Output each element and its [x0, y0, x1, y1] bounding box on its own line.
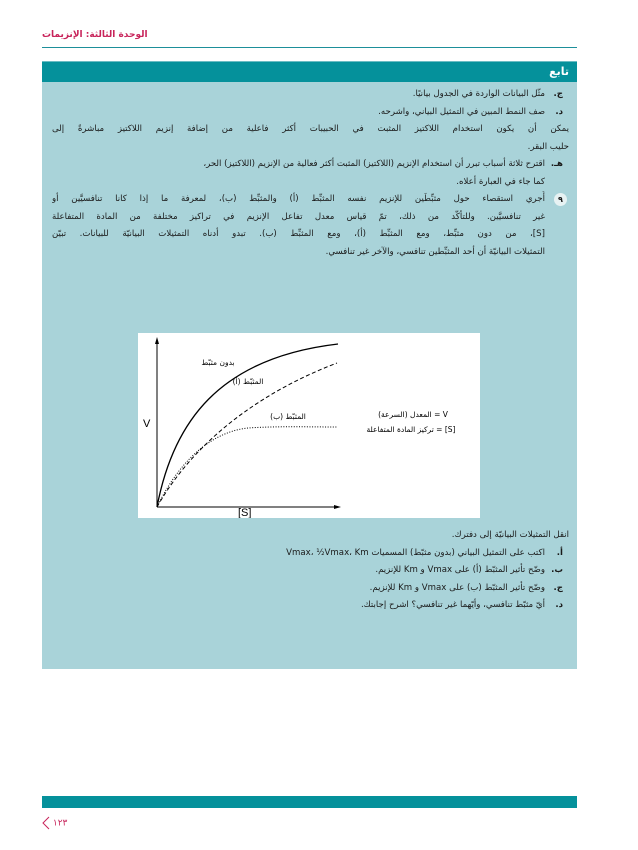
item-text: أيّ مثبّط تنافسي، وأيّهما غير تنافسي؟ اشرح إجابتك. [360, 600, 545, 610]
item-marker: أ. [556, 547, 563, 558]
item-marker: ج. [553, 89, 563, 99]
unit-title-text: الوحدة الثالثة: الإنزيمات [42, 30, 148, 40]
curve-no-inhibitor [157, 344, 338, 507]
graph-svg [138, 333, 480, 518]
statement-line-1: يمكن أن يكون استخدام اللاكتيز المثبت في الحبيبات أكثر فاعلية من إضافة إنزيم اللاكتيز مباشرةً إلى [52, 124, 569, 134]
curve-inhibitor-b [157, 427, 337, 507]
item-marker: هـ. [550, 159, 563, 169]
y-axis-label: V [143, 418, 151, 430]
page-number-text: ١٢٣ [52, 818, 68, 829]
subquestion-d [52, 597, 569, 615]
legend-s: [S] = تركيز المادة المتفاعلة [366, 425, 456, 434]
y-axis-arrow-icon [155, 337, 159, 344]
q9-line-1: أُجري استقصاء حول مثبِّطَين للإنزيم نفسه المثبِّط (أ) والمثبِّط (ب)، لمعرفة ما إذا كانا تنافسيَّين أو [52, 194, 545, 204]
item-d [52, 104, 569, 122]
subquestion-c [52, 580, 569, 598]
chevron-left-icon [42, 816, 50, 830]
item-text: وضّح تأثير المثبّط (أ) على Vmax و Km للإنزيم. [375, 565, 545, 575]
instructions-after-figure [42, 527, 577, 615]
label-inhibitor-b: المثبّط (ب) [270, 412, 306, 421]
item-text: اقترح ثلاثة أسباب تبرر أن استخدام الإنزيم (اللاكتيز) المثبت أكثر فعالية من الإنزيم (اللاكتيز) الحر، [203, 159, 545, 169]
item-h-line-2: كما جاء في العبارة أعلاه. [456, 176, 545, 187]
legend-v: V = المعدل (السرعة) [378, 410, 448, 419]
panel-content [42, 82, 577, 261]
label-inhibitor-a: المثبّط (أ) [232, 377, 264, 386]
question-9 [52, 191, 569, 261]
unit-title [42, 30, 577, 40]
q9-line-3: [S]، من دون مثبِّط، ومع المثبِّط (أ)، ومع المثبِّط (ب). تبدو أدناه التمثيلات البيانيّة للبيانات. تبيّن [52, 229, 545, 239]
enzyme-inhibition-graph [138, 333, 480, 518]
x-axis-label: [S] [238, 507, 252, 518]
x-axis-arrow-icon [334, 505, 341, 509]
footer-bar [42, 796, 577, 808]
item-text: صف النمط المبين في التمثيل البياني، واشرحه. [378, 106, 545, 117]
q9-line-4: التمثيلات البيانيّة أن أحد المثبِّطين تنافسي، والآخر غير تنافسي. [325, 246, 545, 257]
subquestion-b [52, 562, 569, 580]
question-number-badge: ٩ [554, 193, 567, 206]
item-marker: ب. [551, 565, 563, 575]
item-marker: د. [555, 106, 563, 117]
item-h-line-1 [52, 156, 569, 174]
item-text: اكتب على التمثيل البياني (بدون مثبّط) المسميات [371, 547, 545, 558]
page-number [42, 816, 67, 830]
item-marker: ج. [553, 582, 563, 593]
exercise-panel [42, 61, 577, 669]
subquestion-a [52, 545, 569, 563]
item-text: مثّل البيانات الواردة في الجدول بيانيًا. [412, 89, 545, 99]
copy-instruction: انقل التمثيلات البيانيّة إلى دفترك. [451, 530, 569, 540]
item-j [52, 86, 569, 104]
statement-line-2: حليب البقر. [527, 141, 569, 152]
q9-line-2: غير تنافسيَّين. وللتأكّد من ذلك، تمّ قياس معدل تفاعل الإنزيم في تراكيز مختلفة من المادة المتفاعلة [52, 211, 545, 222]
label-no-inhibitor: بدون مثبّط [201, 358, 235, 367]
panel-title: تابع [42, 61, 577, 82]
item-symbols: Vmax، ½Vmax، Km [286, 547, 369, 558]
item-text: وضّح تأثير المثبّط (ب) على Vmax و Km للإنزيم. [369, 582, 545, 593]
header-divider [42, 47, 577, 48]
item-marker: د. [555, 600, 563, 610]
